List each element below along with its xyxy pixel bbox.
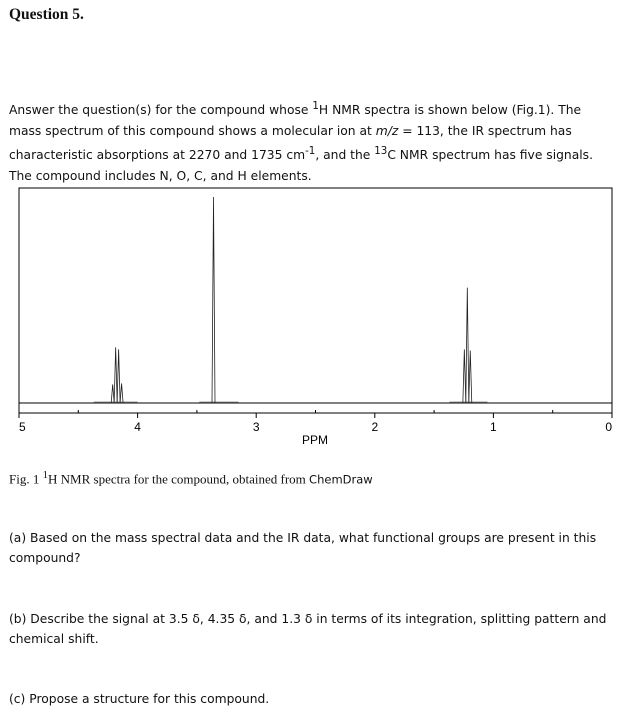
mz-label: m/z	[375, 123, 399, 138]
question-intro	[9, 96, 614, 186]
question-c: (c) Propose a structure for this compound.	[9, 692, 270, 706]
superscript: 13	[374, 145, 388, 158]
x-tick-label: 1	[490, 420, 497, 434]
spectrum-peak	[111, 384, 114, 403]
question-title: Question 5.	[9, 6, 84, 23]
spectrum-peak	[469, 350, 472, 403]
intro-text: , and the	[315, 148, 375, 163]
question-b: (b) Describe the signal at 3.5 δ, 4.35 δ, and 1.3 δ in terms of its integration, splitting pattern and chemical shift.	[9, 612, 607, 646]
superscript: 1	[42, 469, 49, 481]
spectrum-peak	[117, 349, 120, 403]
question-a: (a) Based on the mass spectral data and the IR data, what functional groups are present in this compound?	[9, 531, 597, 565]
intro-text: = 113, the IR spectrum has characteristic absorptions at 2270 and 1735 cm	[9, 123, 572, 163]
x-tick-label: 3	[252, 420, 260, 434]
x-tick-label: 5	[19, 420, 26, 434]
plot-frame	[19, 188, 612, 413]
spectrum-peak	[120, 383, 123, 403]
caption-text: H NMR spectra for the compound, obtained from	[48, 471, 310, 487]
spectrum-peak	[463, 349, 466, 403]
nmr-spectrum-chart	[0, 180, 621, 455]
caption-text: Fig. 1	[9, 471, 43, 487]
x-axis-label: PPM	[301, 433, 329, 447]
figure-caption	[9, 469, 373, 487]
intro-text: Answer the question(s) for the compound whose	[9, 103, 313, 118]
x-tick-label: 0	[605, 420, 612, 434]
spectrum-peak	[114, 347, 117, 403]
spectrum-peak	[466, 288, 469, 403]
intro-text: H NMR spectra is shown below (Fig.1). The mass spectrum of this compound shows a molecular ion at	[9, 103, 582, 138]
spectrum-peak	[212, 197, 215, 403]
caption-tool: ChemDraw	[309, 472, 373, 487]
intro-text: C NMR spectrum has five signals. The compound includes N, O, C, and H elements.	[9, 148, 593, 183]
x-tick-label: 2	[371, 420, 379, 434]
superscript: -1	[305, 145, 316, 158]
x-tick-label: 4	[134, 420, 141, 434]
superscript: 1	[312, 100, 319, 112]
